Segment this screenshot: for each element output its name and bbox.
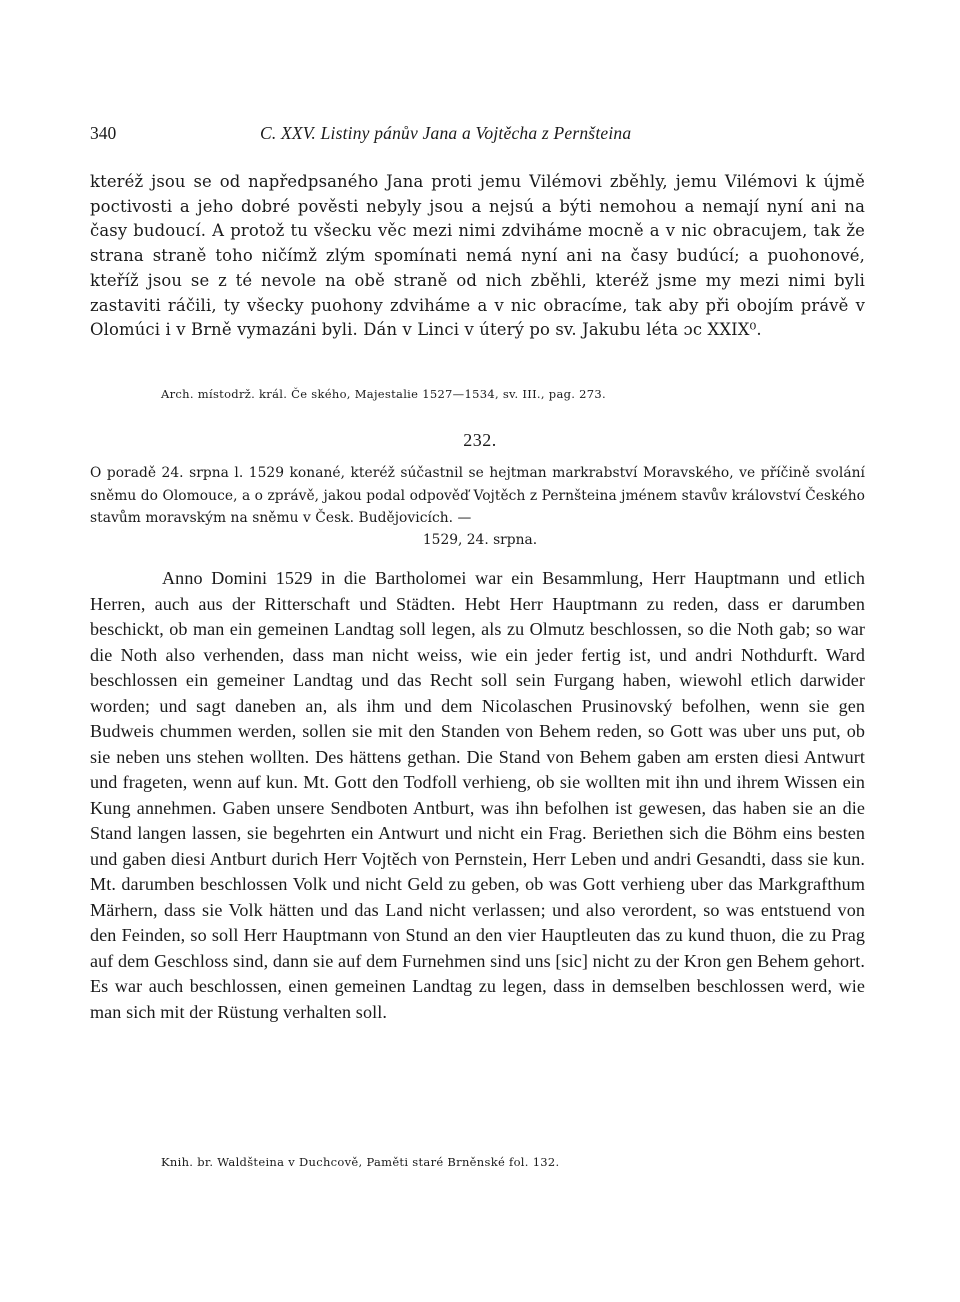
german-record-text: Anno Domini 1529 in die Bartholomei war ein Besammlung, Herr Hauptmann und etlich Herren, auch aus der Ritterschaft und Städten. Hebt Herr Hauptmann zu reden, dass er darumben beschickt, ob man ein gemeinen Landtag soll legen, als zu Olmutz beschlossen, so die Noth gab; so war die Noth also verhenden, dass man nicht weiss, wie ein jeder fertig ist, und andri Nothdurft. Ward beschlossen ein gemeiner Landtag und das Recht soll sein Furgang haben, wiewohl etlich darwider worden; und sagt daneben an, als ihm und dem Nicolaschen Prusinovský befolhen, wenn sie gen Budweis chummen werden, sollen sie mit den Standen von Behem reden, so Gott was uber uns put, ob sie neben uns stehen wollten. Des hättens gethan. Die Stand von Behem gaben am ersten diesi Antwurt und frageten, wenn auf kun. Mt. Gott den Todfoll verhieng, ob sie wollten mit ihn und ihrem Wissen ein Kung annehmen. Gaben unsere Sendboten Antburt, was ihn befolhen ist gewesen, das haben sie an die Stand langen lassen, sie begehrten ein Antwurt und nicht ein Frag. Beriethen sich die Böhm eins besten und gaben diesi Antburt durich Herr Vojtěch von Pernstein, Herr Leben und andri Gesandti, dass sie kun. Mt. darumben beschlossen Volk und nicht Geld zu geben, ob was Gott verhieng uber das Markgrafthum Märhern, dass sie Volk hätten und das Land nicht verlassen; und also verordent, so was entstuend von den Feinden, so soll Herr Hauptmann von Stund an den vier Hauptleuten das zu kund thuon, die zu Prag auf dem Geschloss sind, dann sie auf dem Furnehmen sind uns [sic] nicht zu der Kron gen Behem gehort. Es war auch beschlossen, einen gemeinen Landtag zu legen, dass in demselben beschlossen werd, wie man sich mit der Rüstung verhalten soll.	[90, 568, 865, 1022]
page-header	[90, 123, 865, 147]
document-date: 1529, 24. srpna.	[422, 532, 538, 548]
source-citation-1: Arch. místodrž. král. Če ského, Majestalie 1527—1534, sv. III., pag. 273.	[161, 387, 606, 401]
page-number: 340	[90, 123, 117, 143]
document-summary: O poradě 24. srpna l. 1529 konané, kteréž súčastnil se hejtman markrabství Moravského, ve příčině svolání sněmu do Olomouce, a o zprávě, jakou podal odpověď Vojtěch z Pernšteina jménem stavův království Českého stavům moravským na sněmu v Česk. Budějovicích. —	[90, 465, 865, 527]
source-citation-2: Knih. br. Waldšteina v Duchcově, Paměti staré Brněnské fol. 132.	[161, 1155, 560, 1169]
document-number: 232.	[463, 430, 497, 450]
running-head: C. XXV. Listiny pánův Jana a Vojtěcha z Pernšteina	[260, 123, 632, 143]
continuation-paragraph: kteréž jsou se od napředpsaného Jana proti jemu Vilémovi zběhly, jemu Vilémovi k újmě poctivosti a jeho dobré pověsti nebyly jsou a nejsú a býti nemohou a nemají nyní ani na časy budoucí. A protož tu všecku věc mezi nimi zdviháme mocně a v nic obracujem, tak že strana straně toho ničímž zlým spomínati nemá nyní ani na časy budúcí; a puohonové, kteříž jsou se z té nevole na obě straně od nich zběhli, kteréž jsme my mezi nimi byli zastaviti ráčili, ty všecky puohony zdviháme a v nic obracíme, tak aby při obojím právě v Olomúci i v Brně vymazáni byli. Dán v Linci v úterý po sv. Jakubu léta ɔc XXIX⁰.	[90, 172, 865, 340]
